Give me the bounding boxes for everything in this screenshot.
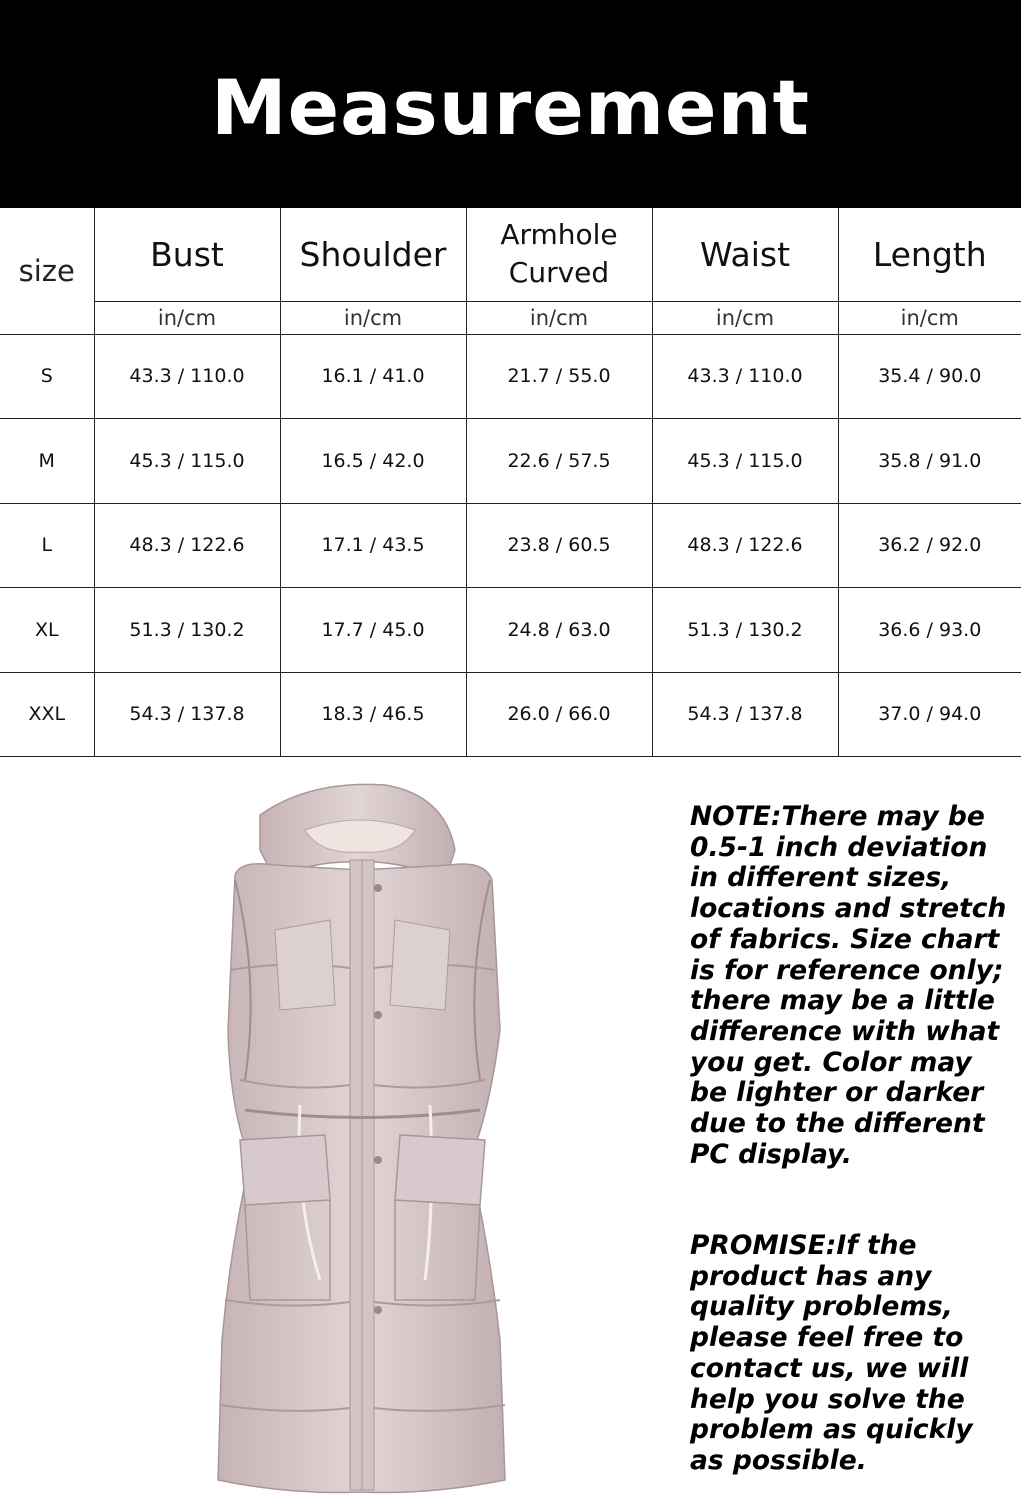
page-title: Measurement [211,63,810,152]
table-cell: 48.3 / 122.6 [94,503,280,588]
table-row [0,503,1021,588]
size-column-header: size [0,208,94,334]
table-row [0,419,1021,504]
size-cell: L [0,503,94,588]
unit-label: in/cm [652,301,838,334]
table-cell: 17.7 / 45.0 [280,588,466,673]
table-cell: 51.3 / 130.2 [652,588,838,673]
table-cell: 43.3 / 110.0 [94,334,280,419]
puffer-vest-illustration [200,780,530,1500]
header-waist: Waist [652,208,838,301]
header-bust: Bust [94,208,280,301]
table-cell: 23.8 / 60.5 [466,503,652,588]
table-cell: 36.6 / 93.0 [838,588,1021,673]
header-armhole-label: Armhole Curved [500,218,618,290]
size-cell: M [0,419,94,504]
table-cell: 45.3 / 115.0 [94,419,280,504]
unit-label: in/cm [280,301,466,334]
header-armhole-curved [466,208,652,301]
table-cell: 22.6 / 57.5 [466,419,652,504]
table-row [0,334,1021,419]
note-paragraph: NOTE:There may be 0.5-1 inch deviation in different sizes, locations and stretch of fabrics. Size chart is for reference only; there may be a little difference with what you get. Color may be lighter or darker due to the different PC display. [690,801,1007,1170]
unit-label: in/cm [466,301,652,334]
table-row [0,672,1021,757]
size-cell: XL [0,588,94,673]
note-text [690,802,1010,1170]
unit-label: in/cm [94,301,280,334]
table-cell: 24.8 / 63.0 [466,588,652,673]
size-cell: XXL [0,672,94,757]
table-cell: 43.3 / 110.0 [652,334,838,419]
table-cell: 54.3 / 137.8 [94,672,280,757]
table-cell: 18.3 / 46.5 [280,672,466,757]
table-cell: 48.3 / 122.6 [652,503,838,588]
header-shoulder: Shoulder [280,208,466,301]
table-cell: 36.2 / 92.0 [838,503,1021,588]
table-cell: 35.8 / 91.0 [838,419,1021,504]
table-cell: 54.3 / 137.8 [652,672,838,757]
product-image [200,780,530,1500]
table-cell: 16.1 / 41.0 [280,334,466,419]
table-cell: 35.4 / 90.0 [838,334,1021,419]
table-cell: 17.1 / 43.5 [280,503,466,588]
table-cell: 21.7 / 55.0 [466,334,652,419]
table-cell: 51.3 / 130.2 [94,588,280,673]
title-banner [0,0,1021,208]
promise-paragraph: PROMISE:If the product has any quality problems, please feel free to contact us, we will help you solve the problem as quickly as possible. [690,1230,973,1476]
size-cell: S [0,334,94,419]
table-cell: 26.0 / 66.0 [466,672,652,757]
table-cell: 45.3 / 115.0 [652,419,838,504]
header-length: Length [838,208,1021,301]
table-cell: 37.0 / 94.0 [838,672,1021,757]
unit-label: in/cm [838,301,1021,334]
size-chart-table [0,208,1021,757]
table-cell: 16.5 / 42.0 [280,419,466,504]
table-row [0,588,1021,673]
